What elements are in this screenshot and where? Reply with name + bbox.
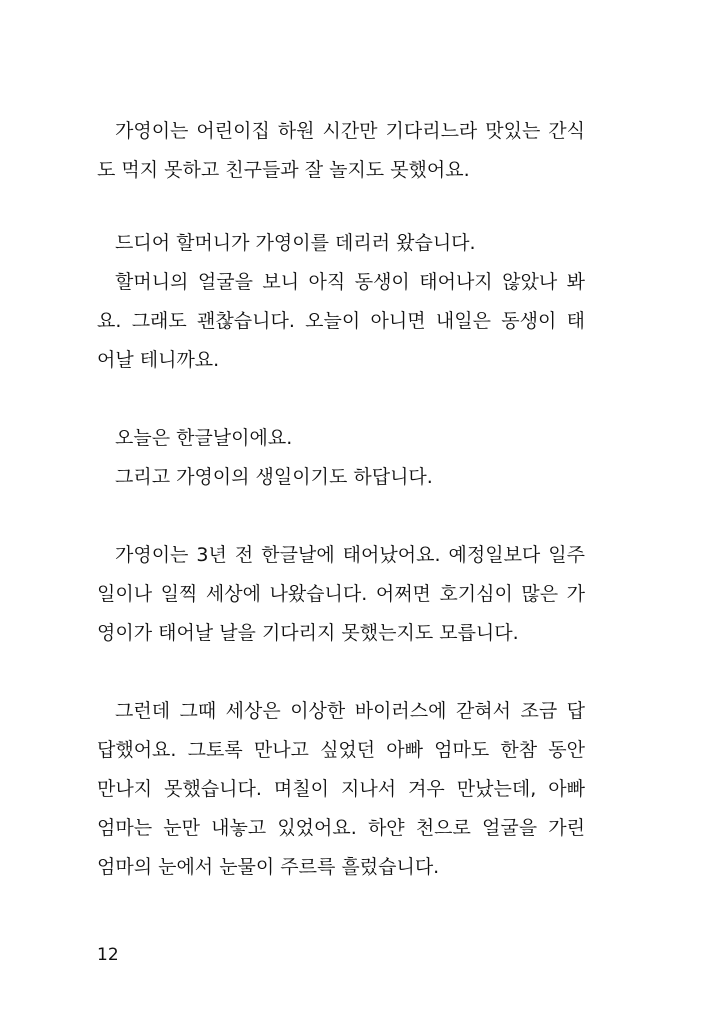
text-line: 드디어 할머니가 가영이를 데리러 왔습니다. [115,232,476,254]
text-line: 엄마는 눈만 내놓고 있었어요. 하얀 천으로 얼굴을 가린 [97,817,585,839]
text-line: 가영이는 3년 전 한글날에 태어났어요. 예정일보다 일주 [115,544,585,566]
page-number: 12 [97,945,119,965]
text-line: 요. 그래도 괜찮습니다. 오늘이 아니면 내일은 동생이 태 [97,310,585,332]
text-line: 만나지 못했습니다. 며칠이 지나서 겨우 만났는데, 아빠 [97,778,585,800]
text-line: 오늘은 한글날이에요. [115,427,293,449]
text-line: 가영이는 어린이집 하원 시간만 기다리느라 맛있는 간식 [115,120,585,142]
text-line: 그리고 가영이의 생일이기도 하답니다. [115,466,433,488]
text-line: 영이가 태어날 날을 기다리지 못했는지도 모릅니다. [97,622,519,644]
text-line: 엄마의 눈에서 눈물이 주르륵 흘렀습니다. [97,856,440,878]
text-line: 할머니의 얼굴을 보니 아직 동생이 태어나지 않았나 봐 [115,271,585,293]
text-line: 그런데 그때 세상은 이상한 바이러스에 갇혀서 조금 답 [115,700,585,722]
text-line: 일이나 일찍 세상에 나왔습니다. 어쩌면 호기심이 많은 가 [97,583,585,605]
text-line: 답했어요. 그토록 만나고 싶었던 아빠 엄마도 한참 동안 [97,739,585,761]
text-line: 어날 테니까요. [97,349,220,371]
text-line: 도 먹지 못하고 친구들과 잘 놀지도 못했어요. [97,159,470,181]
